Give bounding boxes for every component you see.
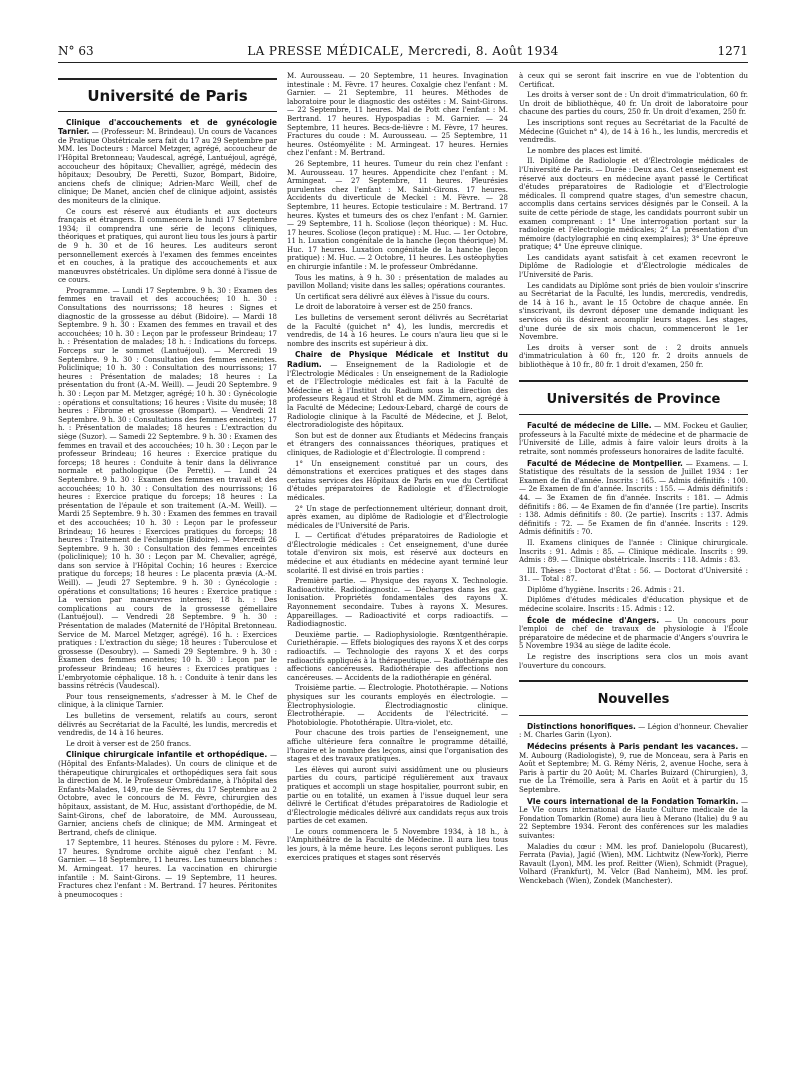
divider <box>519 680 748 682</box>
article-title: Clinique d'accouchements et de gynécologie Tarnier. <box>58 117 277 137</box>
issue-number: N° 63 <box>58 44 94 58</box>
article-paragraph: Le droit à verser est de 250 francs. <box>66 739 192 748</box>
divider <box>519 715 748 716</box>
article-paragraph: Faculté de médecine de Lille. — MM. Fockeu et Gaulier, professeurs à la Faculté mixte de médecine et de pharmacie de l'Université de Lille, admis à faire valoir leurs droits à la retraite, sont nommés professeurs honoraires de ladite faculté. <box>519 421 748 456</box>
article-paragraph: Les bulletins de versement seront délivrés au Secrétariat de la Faculté (guichet n° 4), les lundis, mercredis et vendredis, de 14 à 16 heures. Le cours n'aura lieu que si le nombre des inscrits est supérieur à dix. <box>287 314 508 348</box>
article-paragraph: Un certificat sera délivré aux élèves à l'issue du cours. <box>295 292 490 301</box>
article-paragraph: Les bulletins de versement, relatifs au cours, seront délivrés au Secrétariat de la Faculté, les lundis, mercredis et vendredis, de 14 à 16 heures. <box>58 711 277 738</box>
article-paragraph: Son but est de donner aux Étudiants et Médecins français et étrangers des connaissances théoriques, pratiques et cliniques, de Radiologie et d'Électrologie. Il comprend : <box>287 431 508 457</box>
article-paragraph: Les élèves qui auront suivi assidûment une ou plusieurs parties du cours, participé régulièrement aux travaux pratiques et accompli un stage hospitalier, pourront subir, en partie ou en totalité, un examen à l'issue duquel leur sera délivré le Certificat d'études préparatoires de Radiologie et d'Électrologie médicales délivré aux candidats reçus aux trois parties de cet examen. <box>287 765 508 826</box>
article-paragraph: Clinique chirurgicale infantile et orthopédique. — (Hôpital des Enfants-Malades). Un cours de clinique et de thérapeutique chirurgicales et orthopédiques sera fait sous la direction de M. le Professeur Ombrédanne, à l'hôpital des Enfants-Malades, 149, rue de Sèvres, du 17 Septembre au 2 Octobre, avec le concours de M. Fèvre, chirurgien des hôpitaux, assistant, de M. Huc, assistant d'orthopédie, de M. Saint-Girons, chef de laboratoire, de MM. Aurousseau, Garnier, anciens chefs de clinique; de MM. Armingeat et Bertrand, chefs de clinique. <box>58 750 277 837</box>
article-paragraph: Programme. — Lundi 17 Septembre. 9 h. 30 : Examen des femmes en travail et des accouchées; 10 h. 30 : Consultations des nourrissons; 18 heures : Signes et diagnostic de la grossesse au début (Bidoire). — Mardi 18 Septembre. 9 h. 30 : Examen des femmes en travail et des accouchées; 10 h. 30 : Leçon par le professeur Brindeau; 17 h. : Présentation de malades; 18 h. : Indications du forceps. Forceps sur le sommet (Lantuéjoul). — Mercredi 19 Septembre. 9 h. 30 : Consultation des femmes enceintes. Policlinique; 10 h. 30 : Consultation des nourrissons; 17 heures : Présentation de malades; 18 heures : La présentation du front (A.-M. Weill). — Jeudi 20 Septembre. 9 h. 30 : Leçon par M. Metzger, agrégé; 10 h. 30 : Gynécologie : opérations et consultations; 16 heures : Visite du musée; 18 heures : Fibrome et grossesse (Bompart). — Vendredi 21 Septembre. 9 h. 30 : Consultations des femmes enceintes; 17 h. : Présentation de malades; 18 heures : L'extraction du siège (Suzor). — Samedi 22 Septembre. 9 h. 30 : Examen des femmes en travail et des accouchées; 10 h. 30 : Leçon par le professeur Brindeau; 16 heures : Exercice pratique du forceps; 18 heures : Conduite à tenir dans la délivrance normale et pathologique (De Peretti). — Lundi 24 Septembre. 9 h. 30 : Examen des femmes en travail et des accouchées; 10 h. 30 : Consultation des nourrissons; 16 heures : Exercice pratique du forceps; 18 heures : La présentation de l'épaule et son traitement (A.-M. Weill). — Mardi 25 Septembre. 9 h. 30 : Examen des femmes en travail et des accouchées; 10 h. 30 : Leçon par le professeur Brindeau; 16 heures : Exercices pratiques du forceps; 18 heures : Traitement de l'éclampsie (Bidoire). — Mercredi 26 Septembre. 9 h. 30 : Consultation des femmes enceintes (policlinique); 10 h. 30 : Leçon par M. Chevalier, agrégé, dans son service à l'Hôpital Cochin; 16 heures : Exercice pratique du forceps; 18 heures : Le placenta prævia (A.-M. Weill). — Jeudi 27 Septembre. 9 h. 30 : Gynécologie : opérations et consultations; 16 heures : Exercice pratique : La version par manœuvres internes; 18 h. : Des complications au cours de la grossesse gémellaire (Lantuéjoul). — Vendredi 28 Septembre. 9 h. 30 : Présentation de malades (Maternité de l'Hôpital Bretonneau. Service de M. Marcel Metzger, agrégé). 16 h. : Exercices pratiques : L'extraction du siège; 18 heures : Tuberculose et grossesse (Desoubry). — Samedi 29 Septembre. 9 h. 30 : Examen des femmes enceintes; 10 h. 30 : Leçon par le professeur Brindeau; 16 heures : Exercices pratiques : L'embryotomie céphalique. 18 h. : Conduite à tenir dans les bassins rétrécis (Vaudescal). <box>58 286 277 691</box>
article-title: Distinctions honorifiques. <box>527 721 636 731</box>
article-paragraph: 17 Septembre, 11 heures. Sténoses du pylore : M. Fèvre. 17 heures. Syndrome orchite aiguë chez l'enfant : M. Garnier. — 18 Septembre, 11 heures. Les tumeurs blanches : M. Armingeat. 17 heures. La vaccination en chirurgie infantile : M. Saint-Girons. — 19 Septembre, 11 heures. Fractures chez l'enfant : M. Bertrand. 17 heures. Péritonites à pneumocoques : <box>58 839 277 899</box>
article-title: VIe cours international de la Fondation Tomarkin. <box>527 796 739 806</box>
article-paragraph: Les candidats au Diplôme sont priés de bien vouloir s'inscrire au Secrétariat de la Faculté, les lundis, mercredis, vendredis, de 14 à 16 h., avant le 15 Octobre de chaque année. En s'inscrivant, ils devront déposer une demande indiquant les services où ils désirent accomplir leurs stages. Les stages, d'une durée de six mois chacun, commenceront le 1er Novembre. <box>519 281 748 342</box>
article-paragraph: Le registre des inscriptions sera clos un mois avant l'ouverture du concours. <box>519 653 748 670</box>
article-paragraph: Tous les matins, à 9 h. 30 : présentation de malades au pavillon Molland; visite dans les salles; opérations courantes. <box>287 273 508 291</box>
article-paragraph: III. Thèses : Doctorat d'État : 56. — Doctorat d'Université : 31. — Total : 87. <box>519 566 748 584</box>
article-paragraph: 1° Un enseignement constitué par un cours, des démonstrations et exercices pratiques et des stages dans certains services des Hôpitaux de Paris en vue du Certificat d'études préparatoires de Radiologie et d'Électrologie médicales. <box>287 459 508 502</box>
divider <box>58 78 277 80</box>
article-title: Clinique chirurgicale infantile et orthopédique. <box>66 750 268 760</box>
article-paragraph: Les inscriptions sont reçues au Secrétariat de la Faculté de Médecine (Guichet n° 4), de 14 à 16 h., les lundis, mercredis et vendredis. <box>519 118 748 145</box>
article-paragraph: Ce cours est réservé aux étudiants et aux docteurs français et étrangers. Il commencera le lundi 17 Septembre 1934; il comprendra une série de leçons cliniques, théoriques et pratiques, qui auront lieu tous les jours à partir de 9 h. 30 et de 16 heures. Les auditeurs seront personnellement exercés à l'examen des femmes enceintes et en couches, à la pratique des accouchements et aux manœuvres obstétricales. Un diplôme sera donné à l'issue de ce cours. <box>58 207 277 285</box>
article-paragraph: Deuxième partie. — Radiophysiologie. Rœntgenthérapie. Curiethérapie. — Effets biologiques des rayons X et des corps radioactifs. — Technologie des rayons X et des corps radioactifs appliqués à la thérapeutique. — Radiothérapie des affections cancéreuses. Radiothérapie des affections non cancéreuses. — Accidents de la radiothérapie en général. <box>287 630 508 682</box>
article-paragraph: II. Examens cliniques de l'année : Clinique chirurgicale. Inscrits : 91. Admis : 85. — Clinique médicale. Inscrits : 99. Admis : 89. — Clinique obstétricale. Inscrits : 118. Admis : 83. <box>519 538 748 565</box>
divider <box>519 414 748 415</box>
section-heading: Universités de Province <box>546 391 721 407</box>
article-paragraph: Les droits à verser sont de : Un droit d'immatriculation, 60 fr. Un droit de bibliothèque, 40 fr. Un droit de laboratoire pour chacune des parties du cours, 250 fr. Un droit d'examen, 250 fr. <box>519 91 748 117</box>
article-title: Chaire de Physique Médicale et Institut du Radium. <box>287 350 508 369</box>
article-paragraph: Clinique d'accouchements et de gynécologie Tarnier. — (Professeur: M. Brindeau). Un cours de Vacances de Pratique Obstétricale sera fait du 17 au 29 Septembre par MM. les Docteurs : Marcel Metzger, agrégé, accoucheur de l'Hôpital Bretonneau; Vaudescal, agrégé, Lantuéjoul, agrégé, accoucheur des hôpitaux; Chevallier, agrégé, médecin des hôpitaux; Desoubry, De Peretti, Suzor, Bompart, Bidoire, anciens chefs de clinique; Adrien-Marc Weill, chef de clinique; De Manet, ancien chef de clinique adjoint, assistés des moniteurs de la clinique. <box>58 117 277 205</box>
divider <box>58 111 277 112</box>
column-3 <box>519 72 748 1072</box>
article-paragraph: Pour chacune des trois parties de l'enseignement, une affiche ultérieure fera connaître le programme détaillé, l'horaire et le nombre des leçons, ainsi que l'organisation des stages et des travaux pratiques. <box>287 729 508 764</box>
article-paragraph: 26 Septembre, 11 heures. Tumeur du rein chez l'enfant : M. Aurousseau. 17 heures. Appendicite chez l'enfant : M. Armingeat. — 27 Septembre, 11 heures. Pleurésies purulentes chez l'enfant : M. Saint-Girons. 17 heures. Accidents du diverticule de Meckel : M. Fèvre. — 28 Septembre, 11 heures. Ectopie testiculaire : M. Bertrand. 17 heures. Kystes et tumeurs des os chez l'enfant : M. Garnier. — 29 Septembre, 11 h. Scoliose (leçon théorique) : M. Huc. 17 heures. Scoliose (leçon pratique) : M. Huc. — 1er Octobre, 11 h. Luxation congénitale de la hanche (leçon théorique) M. Huc. 17 heures. Luxation congénitale de la hanche (leçon pratique) : M. Huc. — 2 Octobre, 11 heures. Les ostéophyties en chirurgie infantile : M. le professeur Ombrédanne. <box>287 159 508 272</box>
article-title: Faculté de Médecine de Montpellier. <box>527 458 683 468</box>
article-paragraph: M. Aurousseau. — 20 Septembre, 11 heures. Invagination intestinale : M. Fèvre. 17 heures. Coxalgie chez l'enfant : M. Garnier. — 21 Septembre, 11 heures. Méthodes de laboratoire pour le diagnostic des ostéites : M. Saint-Girons. — 22 Septembre, 11 heures. Mal de Pott chez l'enfant : M. Bertrand. 17 heures. Hypospadias : M. Garnier. — 24 Septembre, 11 heures. Becs-de-lièvre : M. Fèvre, 17 heures. Fractures du coude : M. Aurousseau. — 25 Septembre, 11 heures. Ostéomyélite : M. Armingeat. 17 heures. Hernies chez l'enfant : M. Bertrand. <box>287 72 508 158</box>
article-paragraph: Médecins présents à Paris pendant les vacances. — M. Aubourg (Radiologiste), 9, rue de Monceau, sera à Paris en Août et Septembre; M. G. Rémy Néris, 2, avenue Hoche, sera à Paris à partir du 20 Août; M. Charles Buizard (Chirurgien), 3, rue de La Trémoille, sera à Paris en Août et à partir du 15 Septembre. <box>519 742 748 794</box>
article-paragraph: Troisième partie. — Électrologie. Photothérapie. — Notions physiques sur les courants employés en électrologie. — Électrophysiologie. Électrodiagnostic clinique. Électrothérapie. — Accidents de l'électricité. — Photobiologie. Photothérapie. Ultra-violet, etc. <box>287 684 508 727</box>
article-paragraph: à ceux qui se seront fait inscrire en vue de l'obtention du Certificat. <box>519 72 748 89</box>
article-title: Faculté de médecine de Lille. <box>527 421 652 431</box>
journal-title: LA PRESSE MÉDICALE, Mercredi, 8. Août 1934 <box>247 44 559 58</box>
article-title: École de médecine d'Angers. <box>527 615 660 625</box>
article-paragraph: 2° Un stage de perfectionnement ultérieur, donnant droit, après examen, au diplôme de Radiologie et d'Électrologie médicales de l'Université de Paris. <box>287 504 508 530</box>
column-1 <box>58 72 277 1072</box>
article-paragraph: Maladies du cœur : MM. les prof. Danielopolu (Bucarest), Ferrata (Pavia), Jagić (Wien), MM. Lichtwitz (New-York), Pierre Ravault (Lyon), MM. les prof. Reitter (Wien), Schmidt (Prague), Volhard (Frankfurt), M. Velcr (Bad Nanheim), MM. les prof. Wenckebach (Wien), Zondek (Manchester). <box>519 842 748 885</box>
section-heading: Nouvelles <box>597 692 670 708</box>
article-paragraph: II. Diplôme de Radiologie et d'Électrologie médicales de l'Université de Paris. — Durée : Deux ans. Cet enseignement est réservé aux docteurs en médecine ayant passé le Certificat d'études préparatoires de Radiologie et d'Electrologie médicales. Il comprend quatre stages, d'un semestre chacun, accomplis dans certains services désignés par le Conseil. A la suite de cette période de stage, les candidats pourront subir un examen comprenant : 1° Une interrogation portant sur la radiologie et l'électrologie médicales; 2° La présentation d'un mémoire (dactylographié en cinq exemplaires); 3° Une épreuve pratique; 4° Une épreuve clinique. <box>519 157 748 252</box>
article-paragraph: Le nombre des places est limité. <box>527 146 643 155</box>
article-paragraph: Les droits à verser sont de : 2 droits annuels d'immatriculation à 60 fr., 120 fr. 2 droits annuels de bibliothèque à 10 fr., 80 fr. 1 droit d'examen, 250 fr. <box>519 343 748 369</box>
article-paragraph: Le droit de laboratoire à verser est de 250 francs. <box>295 303 473 312</box>
section-heading: Université de Paris <box>87 87 248 105</box>
article-paragraph: Faculté de Médecine de Montpellier. — Examens. — I. Statistique des résultats de la session de Juillet 1934 : 1er Examen de fin d'année. Inscrits : 165. — Admis définitifs : 100. — 2e Examen de fin d'année. Inscrits : 155. — Admis définitifs : 44. — 3e Examen de fin d'année. Inscrits : 181. — Admis définitifs : 86. — 4e Examen de fin d'année (1re partie). Inscrits : 138. Admis définitifs : 80. (2e partie). Inscrits : 137. Admis définitifs : 72. — 5e Examen de fin d'année. Inscrits : 129. Admis définitifs : 70. <box>519 458 748 537</box>
issue-date: Mercredi, 8. Août 1934 <box>408 44 559 58</box>
article-paragraph: Distinctions honorifiques. — Légion d'honneur. Chevalier : M. Charles Garin (Lyon). <box>519 721 748 740</box>
article-paragraph: VIe cours international de la Fondation Tomarkin. — Le VIe cours international de Haute Culture médicale de la Fondation Tomarkin (Rome) aura lieu à Merano (Italie) du 9 au 22 Septembre 1934. Feront des conférences sur les maladies suivantes: <box>519 796 748 840</box>
article-paragraph: Chaire de Physique Médicale et Institut du Radium. — Enseignement de la Radiologie et de l'Électrologie Médicales : Un enseignement de la Radiologie et de l'Electrologie médicales est fait à la Faculté de Médecine et à l'Institut du Radium sous la direction des professeurs Regaud et Strohl et de MM. Zimmern, agrégé à la Faculté de Médecine; Ledoux-Lebard, chargé de cours de Radiologie clinique à la Faculté de Médecine, et J. Belot, électroradiologiste des hôpitaux. <box>287 350 508 430</box>
article-paragraph: École de médecine d'Angers. — Un concours pour l'emploi de chef de travaux de physiologie à l'École préparatoire de médecine et de pharmacie d'Angers s'ouvrira le 5 Novembre 1934 au siège de ladite école. <box>519 615 748 651</box>
divider <box>519 380 748 382</box>
article-paragraph: Diplôme d'hygiène. Inscrits : 26. Admis : 21. <box>527 585 685 594</box>
article-paragraph: I. — Certificat d'études préparatoires de Radiologie et d'Électrologie médicales : Cet enseignement, d'une durée totale d'environ six mois, est réservé aux docteurs en médecine et aux étudiants en médecine ayant terminé leur scolarité. Il est divisé en trois parties : <box>287 532 508 575</box>
article-paragraph: Les candidats ayant satisfait à cet examen recevront le Diplôme de Radiologie et d'Électrologie médicales de l'Université de Paris. <box>519 253 748 280</box>
article-paragraph: Pour tous renseignements, s'adresser à M. le Chef de clinique, à la clinique Tarnier. <box>58 692 277 710</box>
article-paragraph: Le cours commencera le 5 Novembre 1934, à 18 h., à l'Amphithéâtre de la Faculté de Médecine. Il aura lieu tous les jours, à la même heure. Les leçons seront publiques. Les exercices pratiques et stages sont réservés <box>287 827 508 862</box>
article-paragraph: Diplômes d'études médicales d'éducation physique et de médecine scolaire. Inscrits : 15. Admis : 12. <box>519 596 748 614</box>
page-header <box>58 44 748 63</box>
page-number: 1271 <box>717 44 748 58</box>
article-paragraph: Première partie. — Physique des rayons X. Technologie. Radioactivité. Radiodiagnostic. — Décharges dans les gaz. Ionisation. Propriétés fondamentales des rayons X. Rayonnement secondaire. Tubes à rayons X. Mesures. Appareillages. — Radioactivité et corps radioactifs. — Radiodiagnostic. <box>287 577 508 629</box>
article-title: Médecins présents à Paris pendant les vacances. <box>527 742 739 751</box>
column-2 <box>287 72 508 1072</box>
